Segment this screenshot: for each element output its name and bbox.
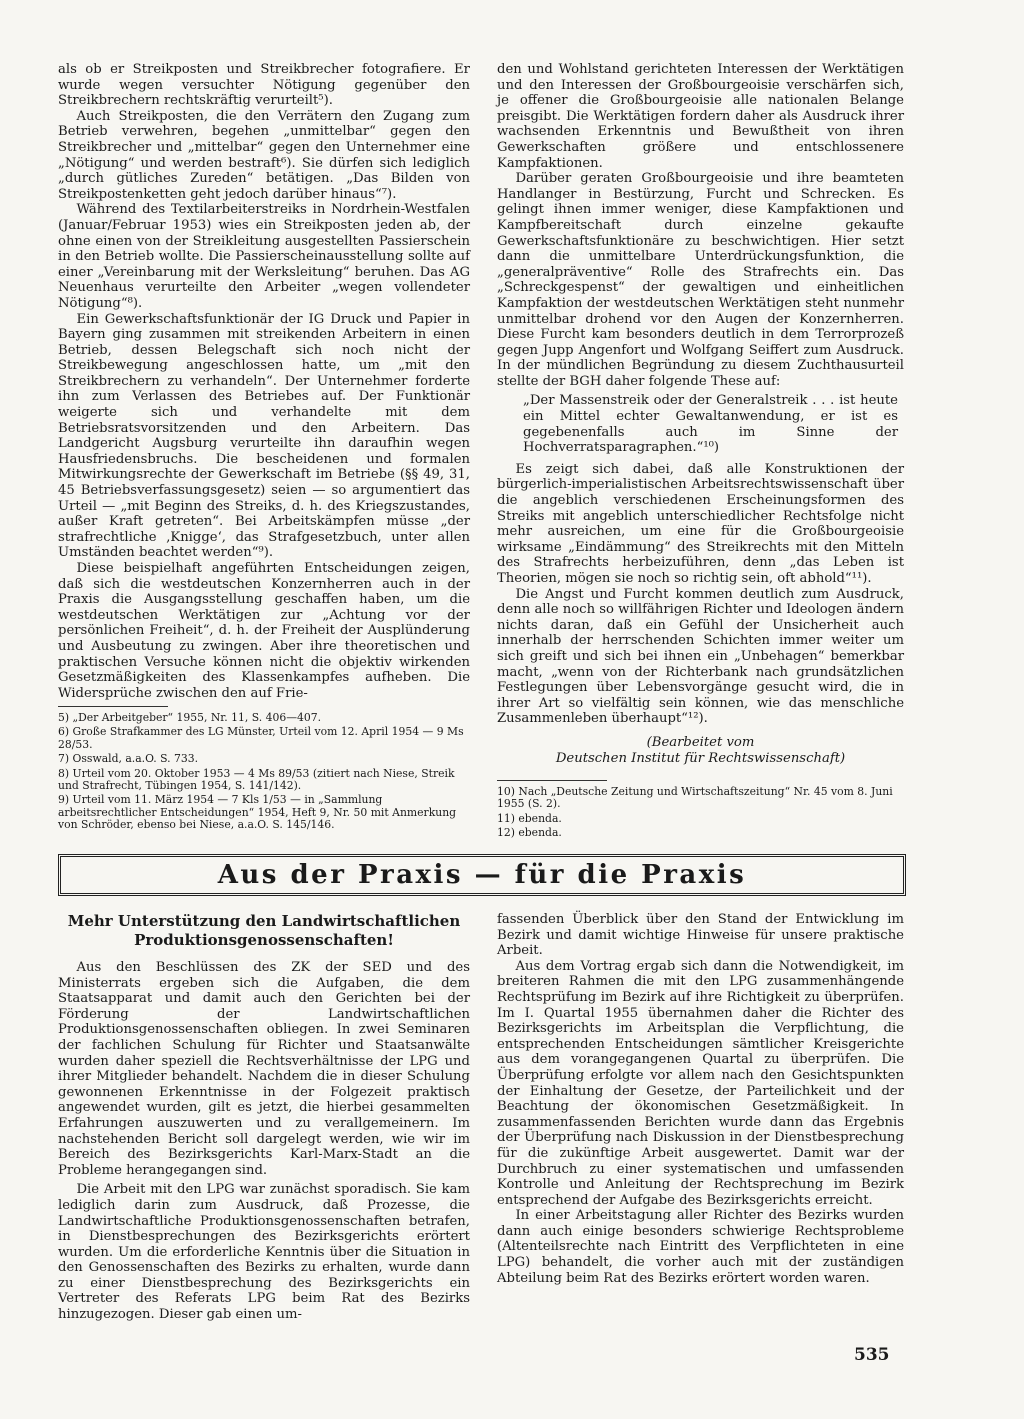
paragraph: als ob er Streikposten und Streikbrecher fotografiere. Er wurde wegen versuchter Nötigung gegenüber den Streikbrechern rechtskräftig verurteilt⁵). — [58, 62, 470, 109]
block-quote: „Der Massenstreik oder der Generalstreik . . . ist heute ein Mittel echter Gewaltanwendung, er ist es gegebenenfalls auch im Sinne der Hochverratsparagraphen.“¹⁰) — [523, 393, 898, 456]
paragraph: Die Angst und Furcht kommen deutlich zum Ausdruck, denn alle noch so willfährigen Richter und Ideologen ändern nichts daran, daß ein Gefühl der Unsicherheit auch innerhalb der herrschenden Schichten immer weiter um sich greift und sich bei ihnen ein „Unbehagen“ bemerkbar macht, „wenn von der Richterbank nach grundsätzlichen Festlegungen über Lebensvorgänge gesucht wird, die in ihrer Art so vielfältig sein können, wie das menschliche Zusammenleben überhaupt“¹²). — [497, 586, 904, 727]
attribution-line: Deutschen Institut für Rechtswissenschaft) — [555, 750, 846, 766]
paragraph: In einer Arbeitstagung aller Richter des Bezirks wurden dann auch einige besonders schwierige Rechtsprobleme (Altenteilsrechte nach Eintritt des Verpflichteten in eine LPG) behandelt, die vorher auch mit der zuständigen Abteilung beim Rat des Bezirks erörtert worden waren. — [497, 1208, 904, 1286]
footnote-divider — [58, 706, 168, 707]
footnote: 9) Urteil vom 11. März 1954 — 7 Kls 1/53 — in „Sammlung arbeitsrechtlicher Entscheidungen“ 1954, Heft 9, Nr. 50 mit Anmerkung von Schröder, ebenso bei Niese, a.a.O. S. 145/146. — [58, 793, 457, 832]
paragraph: Es zeigt sich dabei, daß alle Konstruktionen der bürgerlich-imperialistischen Arbeitsrechtswissenschaft über die angeblich verschiedenen Erscheinungsformen des Streiks mit angeblich unterschiedlicher Rechtsfolge nicht mehr ausreichen, um eine für die Großbourgeoisie wirksame „Eindämmung“ des Streikrechts mit den Mitteln des Strafrechts herbeizuführen, denn „das Leben ist Theorien, mögen sie noch so richtig sein, oft abhold“¹¹). — [497, 461, 904, 586]
footnote: 8) Urteil vom 20. Oktober 1953 — 4 Ms 89/53 (zitiert nach Niese, Streik und Strafrecht, Tübingen 1954, S. 141/142). — [58, 766, 455, 793]
page-number: 535 — [854, 1345, 890, 1365]
paragraph: fassenden Überblick über den Stand der Entwicklung im Bezirk und damit wichtige Hinweise für unsere praktische Arbeit. — [497, 912, 904, 959]
section-banner: Aus der Praxis — für die Praxis — [58, 854, 906, 896]
paragraph: Aus den Beschlüssen des ZK der SED und des Ministerrats ergeben sich die Aufgaben, die dem Staatsapparat und damit auch den Gerichten bei der Förderung der Landwirtschaftlichen Produktionsgenossenschaften obliegen. In zwei Seminaren der fachlichen Schulung für Richter und Staatsanwälte wurden daher speziell die Rechtsverhältnisse der LPG und ihrer Mitglieder behandelt. Nachdem die in dieser Schulung gewonnenen Erkenntnisse in der Folgezeit praktisch angewendet wurden, gilt es jetzt, die hierbei gesammelten Erfahrungen auszuwerten und zu verallgemeinern. Im nachstehenden Bericht soll dargelegt werden, wie wir im Bereich des Bezirksgerichts Karl-Marx-Stadt an die Probleme herangegangen sind. — [58, 960, 470, 1178]
footnotes-left — [58, 712, 470, 834]
column-2 — [497, 62, 904, 767]
footnote: 11) ebenda. — [497, 811, 562, 825]
paragraph: Während des Textilarbeiterstreiks in Nordrhein-Westfalen (Januar/Februar 1953) wies ein Streikposten jeden ab, der ohne einen von der Streikleitung ausgestellten Passierschein in den Betrieb wollte. Die Passierscheinausstellung sollte auf einer „Vereinbarung mit der Werksleitung“ beruhen. Das AG Neuenhaus verurteilte den Arbeiter „wegen vollendeter Nötigung“⁸). — [58, 202, 470, 311]
column-1 — [58, 62, 470, 701]
paragraph: Darüber geraten Großbourgeoisie und ihre beamteten Handlanger in Bestürzung, Furcht und Schrecken. Es gelingt ihnen immer weniger, diese Kampfaktionen und Kampfbereitschaft durch einzelne gekaufte Gewerkschaftsfunktionäre zu beschwichtigen. Hier setzt dann die unmittelbare Unterdrückungsfunktion, die „generalpräventive“ Rolle des Strafrechts ein. Das „Schreckgespenst“ der gewaltigen und einheitlichen Kampfaktion der westdeutschen Werktätigen steht nunmehr unmittelbar drohend vor den Augen der Konzernherren. Diese Furcht kam besonders deutlich in dem Terrorprozeß gegen Jupp Angenfort und Wolfgang Seiffert zum Ausdruck. In der mündlichen Begründung zu diesem Zuchthausurteil stellte der BGH daher folgende These auf: — [497, 171, 904, 389]
footnote: 6) Große Strafkammer des LG Münster, Urteil vom 12. April 1954 — 9 Ms 28/53. — [58, 725, 464, 751]
attribution — [497, 735, 904, 767]
paragraph: Diese beispielhaft angeführten Entscheidungen zeigen, daß sich die westdeutschen Konzernherren auch in der Praxis die Ausgangsstellung geschaffen haben, um die westdeutschen Werktätigen zur „Achtung vor der persönlichen Freiheit“, d. h. der Freiheit der Ausplünderung und Ausbeutung zu zwingen. Aber ihre theoretischen und praktischen Versuche können nicht die objektiv wirkenden Gesetzmäßigkeiten des Klassenkampfes aufheben. Die Widersprüche zwischen den auf Frie- — [58, 561, 470, 701]
attribution-line: (Bearbeitet vom — [646, 734, 755, 750]
column-4 — [497, 912, 904, 1286]
footnote: 7) Osswald, a.a.O. S. 733. — [58, 752, 199, 766]
article-title: Mehr Unterstützung den Landwirtschaftlichen Produktionsgenossenschaften! — [67, 912, 461, 949]
paragraph: den und Wohlstand gerichteten Interessen der Werktätigen und den Interessen der Großbourgeoisie verschärfen sich, je offener die Großbourgeoisie alle nationalen Belange preisgibt. Die Werktätigen fordern daher als Ausdruck ihrer wachsenden Erkenntnis und Bewußtheit von ihren Gewerkschaften größere und entschlossenere Kampfaktionen. — [497, 62, 904, 171]
footnote: 12) ebenda. — [497, 826, 562, 840]
footnote: 10) Nach „Deutsche Zeitung und Wirtschaftszeitung“ Nr. 45 vom 8. Juni 1955 (S. 2). — [497, 785, 893, 811]
footnotes-right — [497, 786, 904, 842]
paragraph: Die Arbeit mit den LPG war zunächst sporadisch. Sie kam lediglich darin zum Ausdruck, daß Prozesse, die Landwirtschaftliche Produktionsgenossenschaften betrafen, in Dienstbesprechungen des Bezirksgerichts erörtert wurden. Um die erforderliche Kenntnis über die Situation in den Genossenschaften des Bezirks zu erhalten, wurde dann zu einer Dienstbesprechung des Bezirksgerichts ein Vertreter des Referats LPG beim Rat des Bezirks hinzugezogen. Dieser gab einen um- — [58, 1182, 470, 1323]
paragraph: Auch Streikposten, die den Verrätern den Zugang zum Betrieb verwehren, begehen „unmittelbar“ gegen den Streikbrecher und „mittelbar“ gegen den Unternehmer eine „Nötigung“ und werden bestraft⁶). Sie dürfen sich lediglich „durch gütliches Zureden“ betätigen. „Das Bilden von Streikpostenketten geht jedoch darüber hinaus“⁷). — [58, 108, 470, 202]
footnote: 5) „Der Arbeitgeber“ 1955, Nr. 11, S. 406—407. — [58, 711, 322, 724]
column-3 — [58, 960, 470, 1323]
paragraph: Ein Gewerkschaftsfunktionär der IG Druck und Papier in Bayern ging zusammen mit streikenden Arbeitern in einen Betrieb, dessen Belegschaft sich noch nicht der Streikbewegung angeschlossen hatte, um „mit den Streikbrechern zu verhandeln“. Der Unternehmer forderte ihn zum Verlassen des Betriebes auf. Der Funktionär weigerte sich und verhandelte mit dem Betriebsratsvorsitzenden und den Arbeitern. Das Landgericht Augsburg verurteilte ihn daraufhin wegen Hausfriedensbruchs. Die bescheidenen und formalen Mitwirkungsrechte der Gewerkschaft im Betriebe (§§ 49, 31, 45 Betriebsverfassungsgesetz) seien — so argumentiert das Urteil — „mit Beginn des Streiks, d. h. des Kriegszustandes, außer Kraft getreten“. Bei Arbeitskämpfen müsse „der strafrechtliche ‚Knigge‘, das Strafgesetzbuch, unter allen Umständen beachtet werden“⁹). — [58, 311, 470, 561]
paragraph: Aus dem Vortrag ergab sich dann die Notwendigkeit, im breiteren Rahmen die mit den LPG zusammenhängende Rechtsprüfung im Bezirk auf ihre Richtigkeit zu überprüfen. Im I. Quartal 1955 übernahmen daher die Richter des Bezirksgerichts im Arbeitsplan die Verpflichtung, die entsprechenden Entscheidungen sämtlicher Kreisgerichte aus dem vorangegangenen Quartal zu überprüfen. Die Überprüfung erfolgte vor allem nach den Gesichtspunkten der Einhaltung der Gesetze, der Parteilichkeit und der Beachtung der ökonomischen Gesetzmäßigkeit. In zusammenfassenden Berichten wurde dann das Ergebnis der Überprüfung nach Diskussion in der Dienstbesprechung für die zukünftige Arbeit ausgewertet. Damit war der Durchbruch zu einer systematischen und umfassenden Kontrolle und Anleitung der Rechtsprechung im Bezirk entsprechend der Aufgabe des Bezirksgerichts erreicht. — [497, 958, 904, 1208]
footnote-divider — [497, 780, 607, 781]
